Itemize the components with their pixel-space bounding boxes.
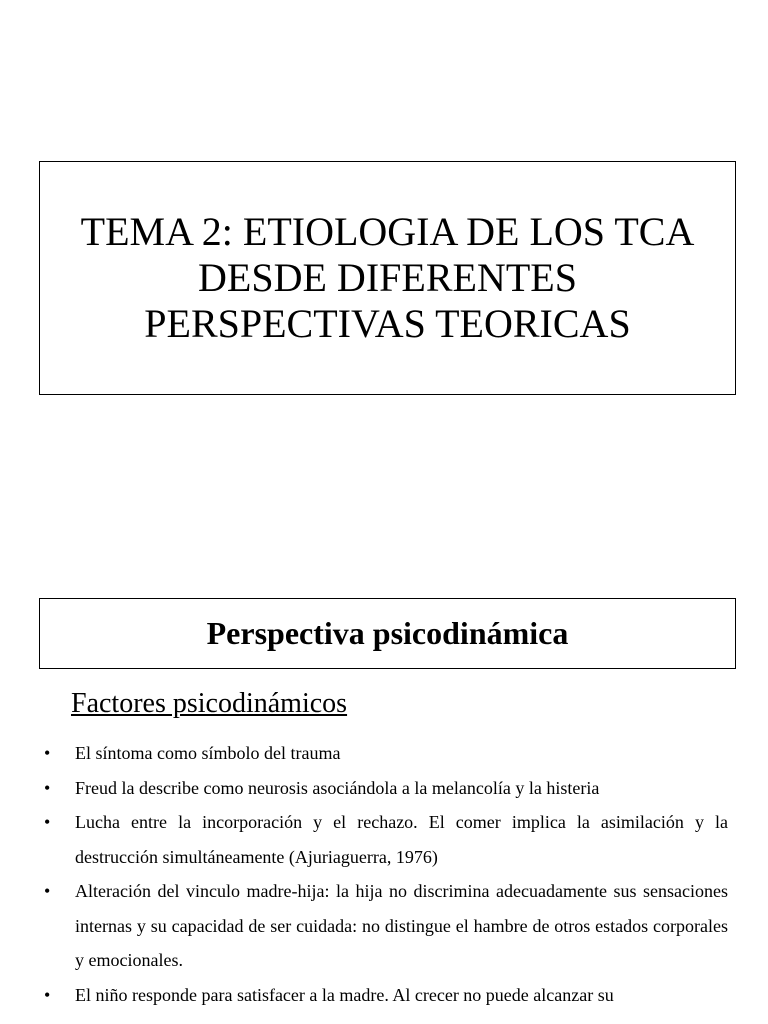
list-item xyxy=(44,736,728,771)
title-slide-box xyxy=(39,161,736,395)
section-title: Perspectiva psicodinámica xyxy=(206,615,569,651)
bullet-icon: • xyxy=(44,881,51,901)
bullet-icon: • xyxy=(44,743,51,763)
section-title-box xyxy=(39,598,736,669)
slide-title-line-2: DESDE DIFERENTES xyxy=(198,255,577,300)
slide-title-line-3: PERSPECTIVAS TEORICAS xyxy=(144,301,631,346)
bullet-text: Alteración del vinculo madre-hija: la hija no discrimina adecuadamente sus sensaciones internas y su capacidad de ser cuidada: no distingue el hambre de otros estados corporales y emocionales. xyxy=(75,881,728,970)
bullet-icon: • xyxy=(44,984,51,1005)
list-item xyxy=(44,771,728,806)
list-item xyxy=(44,874,728,978)
slide-title-line-1: TEMA 2: ETIOLOGIA DE LOS TCA xyxy=(80,209,695,254)
bullet-text: Lucha entre la incorporación y el rechazo. El comer implica la asimilación y la destrucción simultáneamente (Ajuriaguerra, 1976) xyxy=(75,812,728,867)
bullet-icon: • xyxy=(44,777,51,798)
subheading: Factores psicodinámicos xyxy=(71,688,348,719)
bullet-text: Freud la describe como neurosis asociándola a la melancolía y la histeria xyxy=(75,777,600,798)
slide-title xyxy=(71,209,705,347)
bullet-list xyxy=(44,736,728,1012)
bullet-text: El síntoma como símbolo del trauma xyxy=(75,743,341,763)
list-item xyxy=(44,805,728,874)
bullet-icon: • xyxy=(44,812,51,832)
bullet-text: El niño responde para satisfacer a la madre. Al crecer no puede alcanzar su xyxy=(75,984,614,1005)
list-item xyxy=(44,978,728,1013)
